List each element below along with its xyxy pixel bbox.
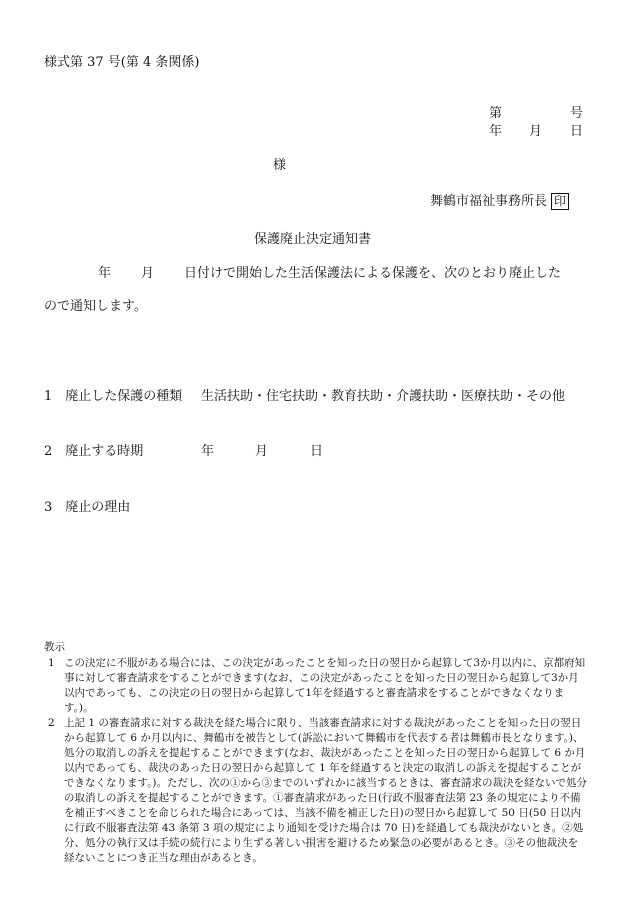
notice-item-2-number: 2 <box>48 717 55 729</box>
body-year-label: 年 <box>98 266 112 281</box>
date-year-label: 年 <box>489 124 503 139</box>
notice-item-1-number: 1 <box>48 657 55 669</box>
notice-item-2-text: 上記 1 の審査請求に対する裁決を経た場合に限り、当該審査請求に対する裁決があったことを知った日の翌日から起算して 6 か月以内に、舞鶴市を被告として(訴訟において舞鶴市を代表する者は舞鶴市長となります。)、処分の取消しの訴えを提起することができます(なお、裁決があったことを知った日の翌日から起算して 6 か月以内であっても、裁決のあった日の翌日から起算して 1 年を経過すると決定の取消しの訴えを提起することができなくなります。)。ただし、次の①から③までのいずれかに該当するときは、審査請求の裁決を経ないで処分の取消しの訴えを提起することができます。①審査請求があった日(行政不服審査法第 23 条の規定により不備を補正すべきことを命じられた場合にあっては、当該不備を補正した日)の翌日から起算して 50 日(50 日以内に行政不服審査法第 43 条第 3 項の規定により通知を受けた場合は 70 日)を経過しても裁決がないとき。②処分、処分の執行又は手続の続行により生ずる著しい損害を避けるため緊急の必要があるとき。③その他裁決を経ないことにつき正当な理由があるとき。 <box>64 717 588 864</box>
doc-number-label: 第 <box>489 106 503 121</box>
item-2-year: 年 <box>201 444 215 459</box>
body-line-1: 日付けで開始した生活保護法による保護を、次のとおり廃止した <box>184 266 562 281</box>
notice-item-1 <box>48 656 588 716</box>
body-line-2: ので通知します。 <box>44 299 147 314</box>
notice-item-2 <box>48 716 588 866</box>
item-1-value: 生活扶助・住宅扶助・教育扶助・介護扶助・医療扶助・その他 <box>201 389 566 404</box>
item-2-label: 2 廃止する時期 <box>44 444 144 459</box>
doc-number-suffix: 号 <box>570 106 584 121</box>
item-2-day: 日 <box>310 444 324 459</box>
addressee-suffix: 様 <box>273 158 287 173</box>
date-day-label: 日 <box>570 124 584 139</box>
sender-block <box>430 193 569 210</box>
item-3-label: 3 廃止の理由 <box>44 500 131 515</box>
notice-list <box>48 656 588 866</box>
notice-heading: 教示 <box>44 641 65 653</box>
date-month-label: 月 <box>529 124 543 139</box>
form-number: 様式第 37 号(第 4 条関係) <box>44 55 200 70</box>
document-title: 保護廃止決定通知書 <box>254 232 372 247</box>
notice-item-1-text: この決定に不服がある場合には、この決定があったことを知った日の翌日から起算して3か月以内に、京都府知事に対して審査請求をすることができます(なお、この決定があったことを知った日の翌日から起算して3か月以内であっても、この決定の日の翌日から起算して1年を経過すると審査請求をすることができなくなります。)。 <box>64 657 586 714</box>
item-1-label: 1 廃止した保護の種類 <box>44 389 183 404</box>
sender-name: 舞鶴市福祉事務所長 <box>430 194 548 209</box>
seal-stamp: 印 <box>551 193 569 210</box>
body-month-label: 月 <box>141 266 155 281</box>
item-2-month: 月 <box>255 444 269 459</box>
